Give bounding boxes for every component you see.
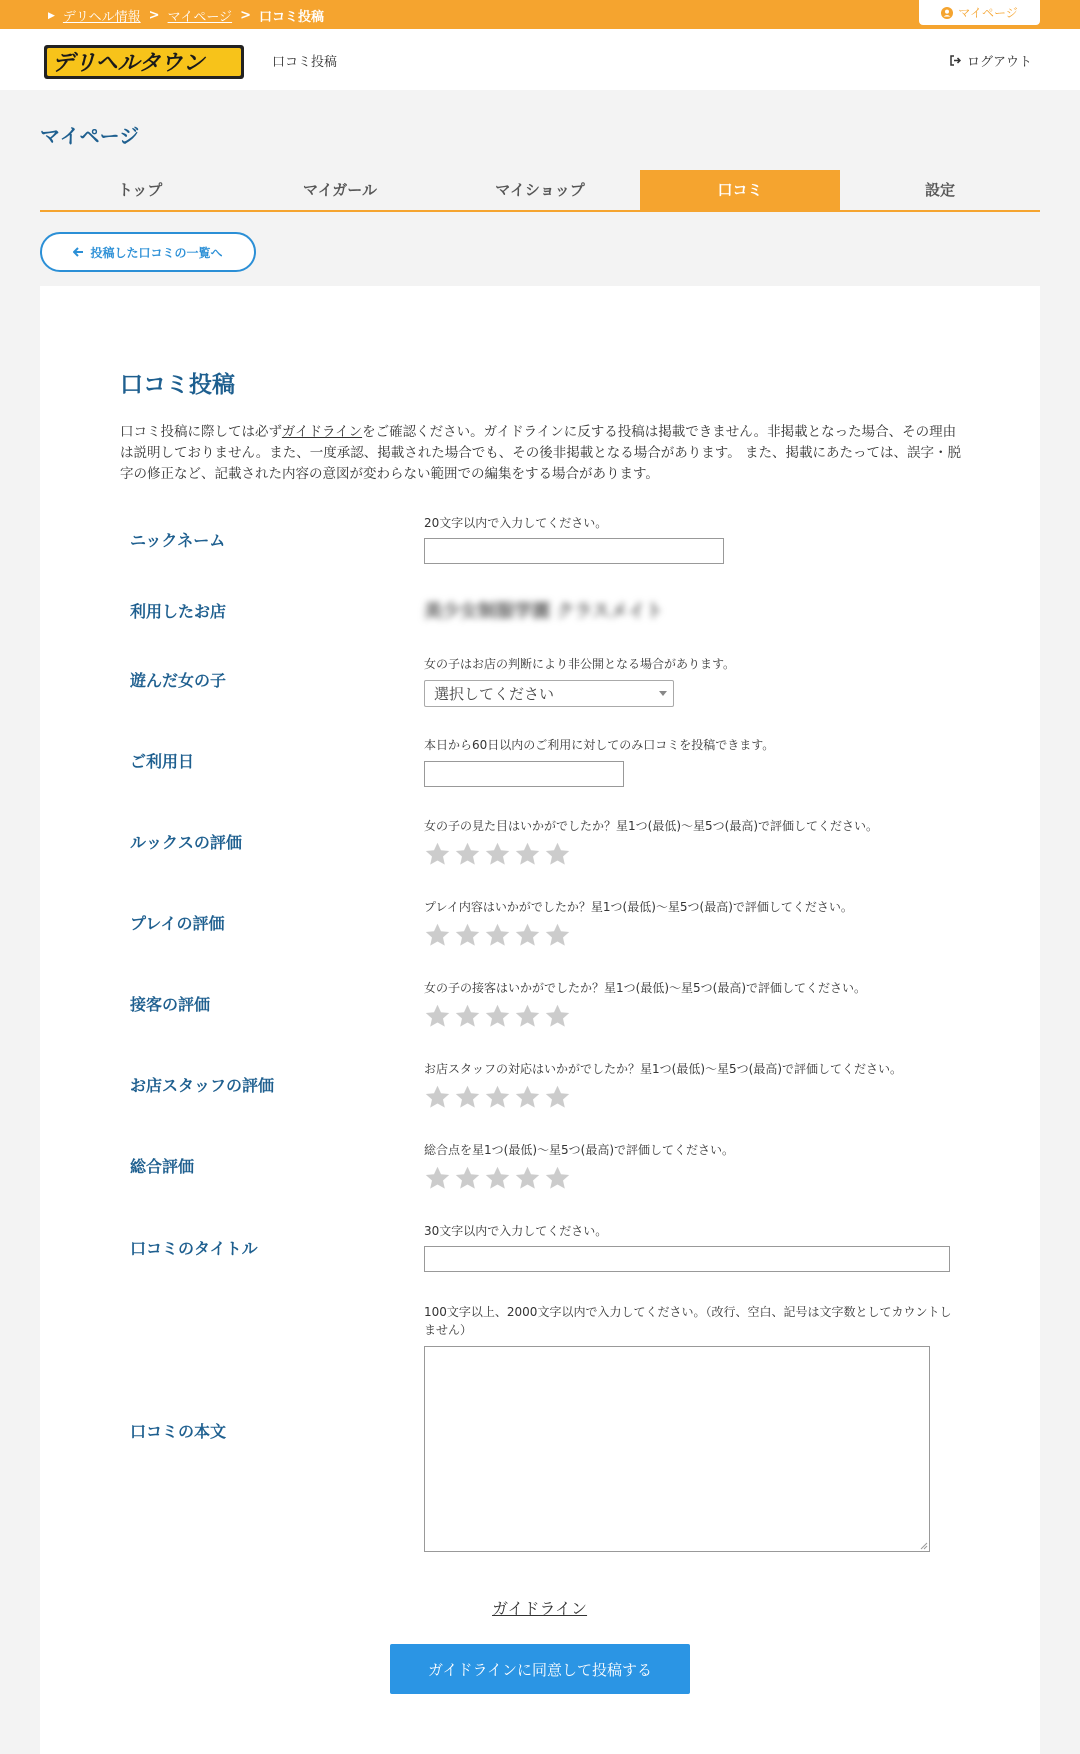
star-icon[interactable] bbox=[514, 841, 541, 868]
staff-rating-stars[interactable] bbox=[424, 1084, 571, 1111]
star-icon[interactable] bbox=[544, 922, 571, 949]
play-rating-stars[interactable] bbox=[424, 922, 571, 949]
tab-top[interactable]: トップ bbox=[117, 181, 163, 199]
review-title-label: 口コミのタイトル bbox=[130, 1239, 258, 1258]
mypage-button-label: マイページ bbox=[958, 6, 1018, 20]
site-header bbox=[0, 29, 1080, 90]
breadcrumb-mypage-link[interactable]: マイページ bbox=[167, 10, 233, 25]
play-rating-label: プレイの評価 bbox=[130, 914, 225, 933]
play-rating-hint: プレイ内容はいかがでしたか？星1つ(最低)〜星5つ(最高)で評価してください。 bbox=[424, 900, 853, 914]
breadcrumb-current: 口コミ投稿 bbox=[258, 10, 324, 25]
star-icon[interactable] bbox=[424, 841, 451, 868]
girl-select-value: 選択してください bbox=[434, 685, 555, 703]
review-title-input[interactable] bbox=[424, 1246, 950, 1272]
overall-rating-stars[interactable] bbox=[424, 1165, 571, 1192]
overall-rating-label: 総合評価 bbox=[130, 1157, 195, 1176]
date-label: ご利用日 bbox=[130, 752, 195, 771]
star-icon[interactable] bbox=[544, 1003, 571, 1030]
mypage-tabs bbox=[40, 170, 1040, 212]
logout-link[interactable] bbox=[950, 51, 1032, 70]
star-icon[interactable] bbox=[454, 1003, 481, 1030]
arrow-left-icon bbox=[73, 247, 84, 257]
girl-label: 遊んだ女の子 bbox=[130, 671, 227, 690]
nickname-hint: 20文字以内で入力してください。 bbox=[424, 516, 608, 530]
guideline-link[interactable]: ガイドライン bbox=[492, 1599, 588, 1618]
star-icon[interactable] bbox=[424, 1003, 451, 1030]
breadcrumb bbox=[48, 6, 324, 25]
date-input[interactable] bbox=[424, 761, 624, 787]
date-hint: 本日から60日以内のご利用に対してのみ口コミを投稿できます。 bbox=[424, 738, 775, 752]
staff-rating-label: お店スタッフの評価 bbox=[130, 1076, 275, 1095]
star-icon[interactable] bbox=[514, 1003, 541, 1030]
star-icon[interactable] bbox=[484, 1165, 511, 1192]
breadcrumb-separator: > bbox=[148, 8, 160, 23]
review-body-label: 口コミの本文 bbox=[130, 1422, 227, 1441]
top-bar bbox=[0, 0, 1080, 29]
tab-my-shop[interactable]: マイショップ bbox=[495, 181, 585, 199]
chevron-down-icon bbox=[659, 691, 667, 696]
looks-rating-hint: 女の子の見た目はいかがでしたか？星1つ(最低)〜星5つ(最高)で評価してください。 bbox=[424, 819, 878, 833]
logo-text: デリヘルタウン bbox=[52, 51, 205, 76]
star-icon[interactable] bbox=[544, 841, 571, 868]
form-title: 口コミ投稿 bbox=[120, 372, 235, 398]
service-rating-stars[interactable] bbox=[424, 1003, 571, 1030]
review-body-textarea[interactable] bbox=[424, 1346, 930, 1552]
submit-review-button[interactable]: ガイドラインに同意して投稿する bbox=[390, 1644, 690, 1694]
star-icon[interactable] bbox=[484, 841, 511, 868]
staff-rating-hint: お店スタッフの対応はいかがでしたか？星1つ(最低)〜星5つ(最高)で評価してください。 bbox=[424, 1062, 902, 1076]
nickname-label: ニックネーム bbox=[130, 531, 226, 550]
resize-handle-icon[interactable] bbox=[918, 1540, 928, 1550]
star-icon[interactable] bbox=[514, 1084, 541, 1111]
star-icon[interactable] bbox=[484, 1003, 511, 1030]
star-icon[interactable] bbox=[424, 922, 451, 949]
shop-name: 美少女制服学園 クラスメイト bbox=[424, 601, 664, 622]
star-icon[interactable] bbox=[484, 922, 511, 949]
triangle-right-icon: ▶ bbox=[48, 10, 55, 21]
review-title-hint: 30文字以内で入力してください。 bbox=[424, 1224, 608, 1238]
star-icon[interactable] bbox=[454, 922, 481, 949]
star-icon[interactable] bbox=[514, 922, 541, 949]
service-rating-hint: 女の子の接客はいかがでしたか？星1つ(最低)〜星5つ(最高)で評価してください。 bbox=[424, 981, 866, 995]
tab-my-girl[interactable]: マイガール bbox=[303, 181, 377, 199]
user-icon bbox=[941, 7, 953, 19]
review-body-hint: 100文字以上、2000文字以内で入力してください。（改行、空白、記号は文字数としてカウントしません） bbox=[424, 1305, 952, 1337]
star-icon[interactable] bbox=[544, 1165, 571, 1192]
star-icon[interactable] bbox=[454, 1165, 481, 1192]
back-to-review-list-button[interactable] bbox=[40, 232, 256, 272]
page-title: マイページ bbox=[40, 124, 140, 148]
mypage-button[interactable] bbox=[919, 0, 1040, 25]
breadcrumb-separator: > bbox=[240, 8, 251, 23]
star-icon[interactable] bbox=[454, 1084, 481, 1111]
service-rating-label: 接客の評価 bbox=[130, 995, 211, 1014]
tab-reviews[interactable]: 口コミ bbox=[640, 170, 840, 210]
looks-rating-label: ルックスの評価 bbox=[130, 833, 242, 852]
form-intro bbox=[120, 422, 965, 485]
nickname-input[interactable] bbox=[424, 538, 724, 564]
star-icon[interactable] bbox=[454, 841, 481, 868]
star-icon[interactable] bbox=[424, 1084, 451, 1111]
back-button-label: 投稿した口コミの一覧へ bbox=[90, 245, 223, 260]
breadcrumb-home-link[interactable]: デリヘル情報 bbox=[62, 10, 141, 25]
star-icon[interactable] bbox=[484, 1084, 511, 1111]
girl-hint: 女の子はお店の判断により非公開となる場合があります。 bbox=[424, 657, 736, 671]
star-icon[interactable] bbox=[424, 1165, 451, 1192]
intro-guideline-link[interactable]: ガイドライン bbox=[281, 424, 363, 440]
site-logo[interactable] bbox=[44, 39, 254, 85]
overall-rating-hint: 総合点を星1つ(最低)〜星5つ(最高)で評価してください。 bbox=[424, 1143, 734, 1157]
tab-settings[interactable]: 設定 bbox=[924, 181, 955, 199]
intro-text-1: 口コミ投稿に際しては必ず bbox=[120, 424, 282, 440]
star-icon[interactable] bbox=[544, 1084, 571, 1111]
star-icon[interactable] bbox=[514, 1165, 541, 1192]
looks-rating-stars[interactable] bbox=[424, 841, 571, 868]
girl-select[interactable] bbox=[424, 680, 674, 707]
logout-icon bbox=[950, 55, 961, 66]
header-title: 口コミ投稿 bbox=[272, 55, 338, 70]
shop-label: 利用したお店 bbox=[130, 602, 227, 621]
intro-text-2: をご確認ください。ガイドラインに反する投稿は掲載できません。非掲載となった場合、その理由は説明しておりません。また、一度承認、掲載された場合でも、その後非掲載となる場合があります。 また、掲載にあたっては、誤字・脱字の修正など、記載された内容の意図が変わらない範囲での編集をする場合があります。 bbox=[120, 424, 962, 482]
logout-label: ログアウト bbox=[967, 55, 1033, 70]
